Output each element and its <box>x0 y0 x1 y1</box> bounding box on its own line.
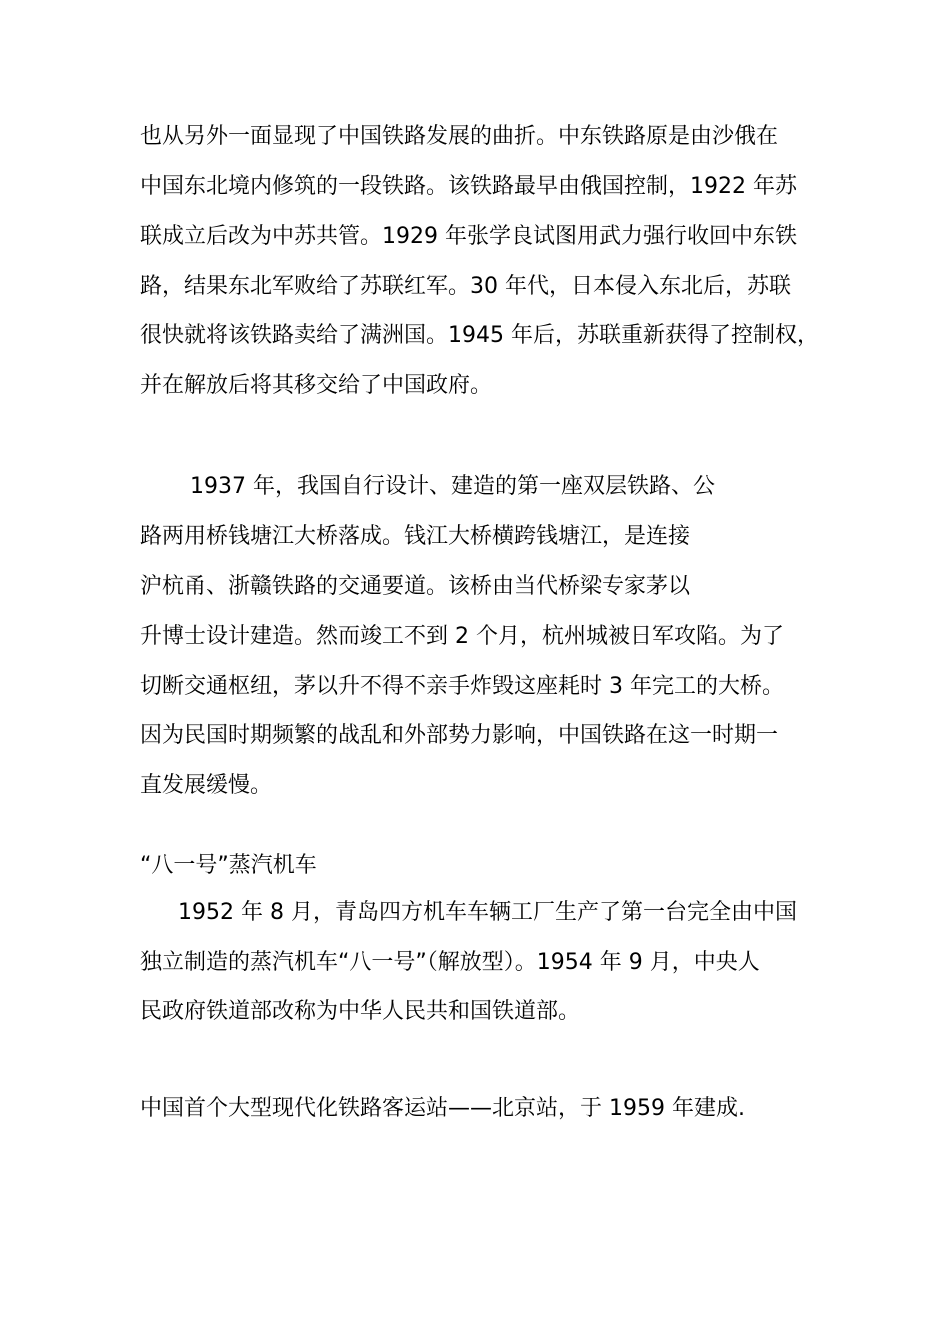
paragraph-2-line-1: 1937 年，我国自行设计、建造的第一座双层铁路、公 <box>190 474 715 499</box>
paragraph-2-line-3: 沪杭甬、浙赣铁路的交通要道。该桥由当代桥梁专家茅以 <box>140 574 691 599</box>
paragraph-1-line-4: 路，结果东北军败给了苏联红军。30 年代，日本侵入东北后，苏联 <box>140 274 791 299</box>
paragraph-3-line-3: 民政府铁道部改称为中华人民共和国铁道部。 <box>140 999 581 1024</box>
paragraph-2-line-6: 因为民国时期频繁的战乱和外部势力影响，中国铁路在这一时期一 <box>140 723 779 748</box>
paragraph-1-line-5: 很快就将该铁路卖给了满洲国。1945 年后，苏联重新获得了控制权， <box>140 323 819 348</box>
paragraph-2-line-4: 升博士设计建造。然而竣工不到 2 个月，杭州城被日军攻陷。为了 <box>140 624 784 649</box>
paragraph-2-line-5: 切断交通枢纽，茅以升不得不亲手炸毁这座耗时 3 年完工的大桥。 <box>140 674 784 699</box>
section-heading: “八一号”蒸汽机车 <box>140 853 317 878</box>
paragraph-3-line-2: 独立制造的蒸汽机车“八一号”（解放型）。1954 年 9 月，中央人 <box>140 950 760 975</box>
paragraph-1-line-1: 也从另外一面显现了中国铁路发展的曲折。中东铁路原是由沙俄在 <box>140 124 779 149</box>
paragraph-1-line-2: 中国东北境内修筑的一段铁路。该铁路最早由俄国控制，1922 年苏 <box>140 174 797 199</box>
paragraph-1-line-6: 并在解放后将其移交给了中国政府。 <box>140 373 493 398</box>
paragraph-2-line-2: 路两用桥钱塘江大桥落成。钱江大桥横跨钱塘江，是连接 <box>140 524 691 549</box>
paragraph-3-line-1: 1952 年 8 月，青岛四方机车车辆工厂生产了第一台完全由中国 <box>178 900 797 925</box>
paragraph-2-line-7: 直发展缓慢。 <box>140 773 273 798</box>
paragraph-4-line-1: 中国首个大型现代化铁路客运站——北京站，于 1959 年建成. <box>140 1096 745 1121</box>
paragraph-1-line-3: 联成立后改为中苏共管。1929 年张学良试图用武力强行收回中东铁 <box>140 224 797 249</box>
